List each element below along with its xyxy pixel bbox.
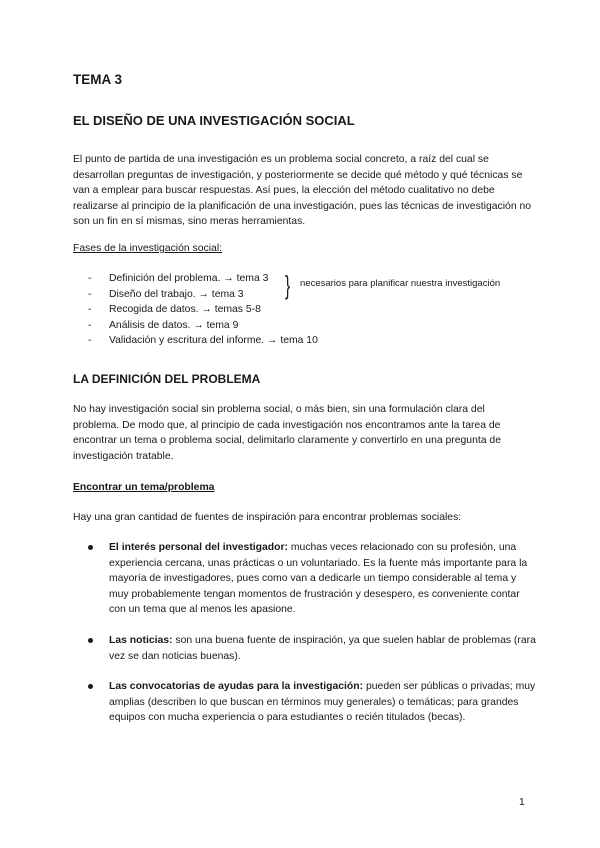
list-item: Las noticias: son una buena fuente de inspiración, ya que suelen hablar de problemas (rara vez se dan noticias buenas). <box>88 633 536 664</box>
phases-heading: Fases de la investigación social: <box>73 243 223 254</box>
sources-list <box>88 540 536 741</box>
page-number: 1 <box>519 797 525 808</box>
brace-symbol: } <box>285 270 291 300</box>
list-item: - Definición del problema. → tema 3 <box>88 273 269 284</box>
list-item: - Análisis de datos. → tema 9 <box>88 319 239 331</box>
list-item: - Recogida de datos. → temas 5-8 <box>88 304 261 316</box>
list-item: - Validación y escritura del informe. → tema 10 <box>88 335 318 347</box>
lead-paragraph: Hay una gran cantidad de fuentes de inspiración para encontrar problemas sociales: <box>73 512 462 523</box>
list-item: Las convocatorias de ayudas para la investigación: pueden ser públicas o privadas; muy amplias (describen lo que buscan en términos muy generales) o temáticas; para grandes equipos con mucha experiencia o para estudiantes o recién titulados (becas). <box>88 679 536 726</box>
list-item: - Diseño del trabajo. → tema 3 <box>88 288 244 300</box>
bullet-icon <box>88 638 93 643</box>
bullet-icon <box>88 545 93 550</box>
phases-list <box>88 271 318 349</box>
chapter-subtitle: EL DISEÑO DE UNA INVESTIGACIÓN SOCIAL <box>73 113 355 128</box>
list-item: El interés personal del investigador: muchas veces relacionado con su profesión, una experiencia cercana, unas prácticas o un voluntariado. Es la fuente más importante para la mayoría de investigadores, pues como van a dedicarle un tiempo considerable al tema y muy probablemente tengan momentos de frustración y desespero, es conveniente contar con un tema que al menos les apasione. <box>88 540 536 618</box>
section-paragraph: No hay investigación social sin problema social, o más bien, sin una formulación clara del problema. De modo que, al principio de cada investigación nos encontramos ante la tarea de encontrar un tema o problema social, delimitarlo claramente y convertirlo en una pregunta de investigación tratable. <box>73 404 501 462</box>
section-heading: LA DEFINICIÓN DEL PROBLEMA <box>73 372 261 386</box>
brace-annotation: necesarios para planificar nuestra investigación <box>300 278 501 289</box>
bullet-icon <box>88 684 93 689</box>
subsection-heading: Encontrar un tema/problema <box>73 482 215 493</box>
intro-paragraph: El punto de partida de una investigación es un problema social concreto, a raíz del cual se desarrollan preguntas de investigación, y posteriormente se decide qué método y qué técnicas se van a emplear para buscar respuestas. Así pues, la elección del método cualitativo no debe realizarse al principio de la planificación de una investigación, pues las técnicas de investigación no son un fin en sí mismas, sino meras herramientas. <box>73 154 532 228</box>
chapter-title: TEMA 3 <box>73 72 123 87</box>
